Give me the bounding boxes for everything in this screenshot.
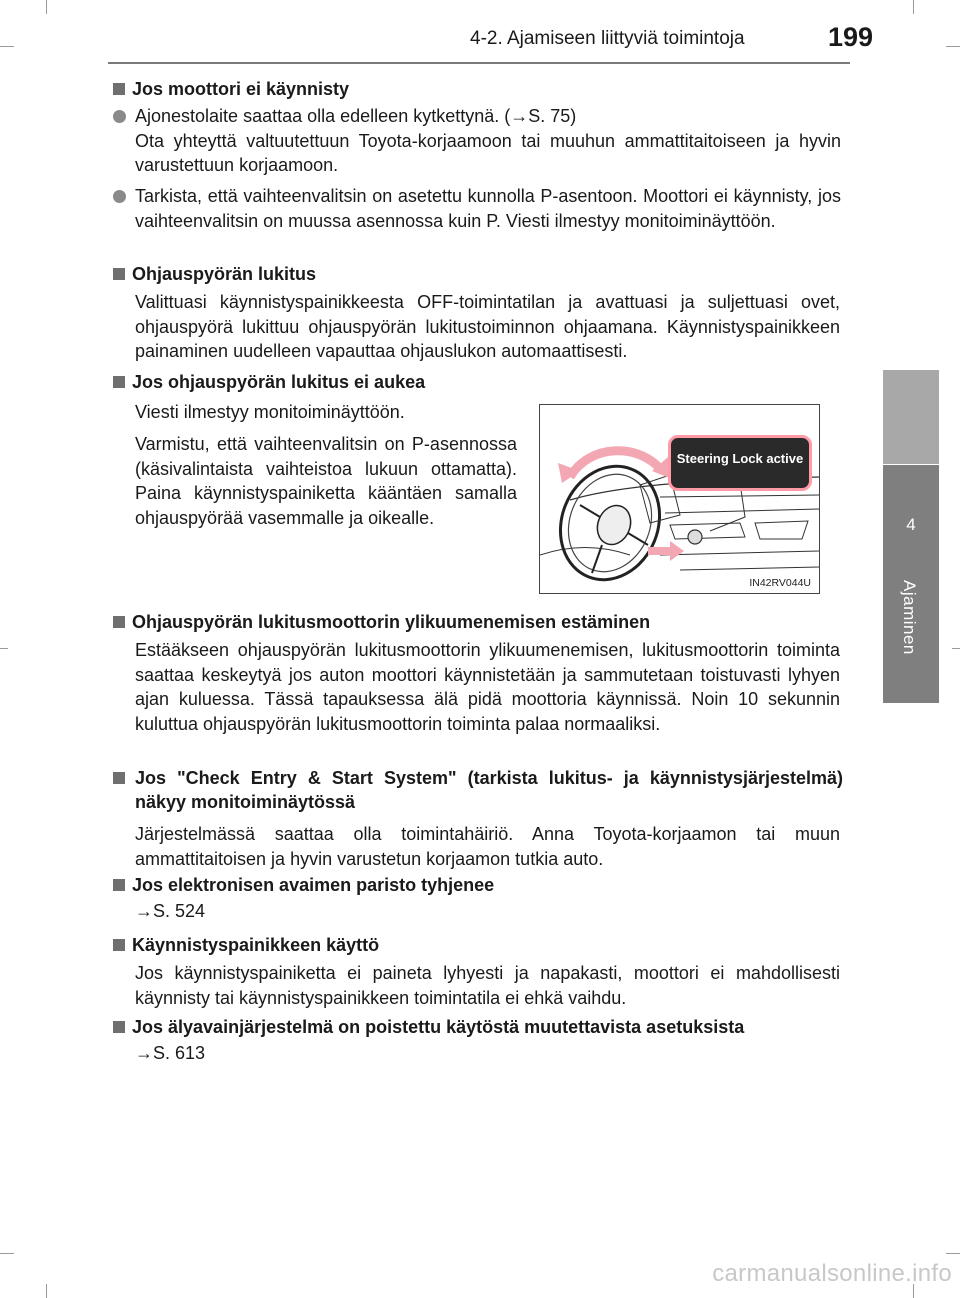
watermark: carmanualsonline.info [712,1260,952,1287]
paragraph: Viesti ilmestyy monitoiminäyttöön. [135,402,405,422]
section-heading [113,766,843,814]
square-bullet-icon [113,772,125,784]
heading-text: Jos "Check Entry & Start System" (tarkista lukitus- ja käynnistysjärjestelmä) näkyy monitoiminäytössä [135,768,843,812]
square-bullet-icon [113,616,125,628]
figure-code: IN42RV044U [749,577,811,589]
crop-mark [46,1284,47,1298]
square-bullet-icon [113,1021,125,1033]
circle-bullet-icon [113,110,126,123]
crop-mark [0,648,8,649]
paragraph: Valittuasi käynnistyspainikkeesta OFF-toimintatilan ja avattuasi ja suljettuasi ovet, ohjauspyörä lukittuu ohjauspyörän lukitustoiminnon ohjaamana. Käynnistyspainikkeen painaminen uudelleen vapauttaa ohjauslukon automaattisesti. [135,292,840,361]
page-reference: →S. 613 [135,1043,206,1063]
crop-mark [0,46,14,47]
crop-mark [946,1253,960,1254]
steering-lock-message-badge [668,435,812,491]
section-heading [113,1015,744,1039]
bullet-item [113,104,841,178]
header-title: 4-2. Ajamiseen liittyviä toimintoja [470,28,745,49]
square-bullet-icon [113,939,125,951]
square-bullet-icon [113,879,125,891]
header-rule [108,62,850,64]
heading-text: Jos ohjauspyörän lukitus ei aukea [132,372,426,392]
paragraph: Varmistu, että vaihteenvalitsin on P-asennossa (käsivalintaista vaihteistoa lukuun ottamatta). Paina käynnistyspainiketta kääntäen samalla ohjauspyörää vasemmalle ja oikealle. [135,434,517,528]
heading-text: Jos elektronisen avaimen paristo tyhjenee [132,875,495,895]
bullet-text: Ajonestolaite saattaa olla edelleen kytkettynä. (→S. 75) [135,106,577,126]
heading-text: Ohjauspyörän lukitus [132,264,317,284]
heading-text: Käynnistyspainikkeen käyttö [132,935,380,955]
section-heading [113,873,494,897]
section-heading [113,370,425,394]
paragraph: Jos käynnistyspainiketta ei paineta lyhyesti ja napakasti, moottori ei mahdollisesti käynnisty tai käynnistyspainikkeen toimintatila ei ehkä vaihdu. [135,963,840,1008]
crop-mark [946,46,960,47]
section-heading [113,610,650,634]
paragraph: Estääkseen ohjauspyörän lukitusmoottorin ylikuumenemisen, lukitusmoottorin toiminta saattaa keskeytyä jos auton moottori käynnistetään ja sammutetaan toistuvasti lyhyen ajan kuluessa. Tässä tapauksessa älä pidä moottoria käynnissä. Noin 10 sekunnin kuluttua ohjauspyörän lukitusmoottorin toiminta palaa normaaliksi. [135,640,840,734]
heading-text: Jos älyavainjärjestelmä on poistettu käytöstä muutettavista asetuksista [132,1017,745,1037]
crop-mark [913,0,914,14]
dashboard-drawing [540,405,819,593]
square-bullet-icon [113,376,125,388]
crop-mark [0,1253,14,1254]
bullet-text: Tarkista, että vaihteenvalitsin on asetettu kunnolla P-asentoon. Moottori ei käynnisty, jos vaihteenvalitsin on muussa asennossa kuin P. Viesti ilmestyy monitoiminäyttöön. [135,186,841,231]
bullet-item [113,184,841,233]
paragraph: Järjestelmässä saattaa olla toimintahäiriö. Anna Toyota-korjaamon tai muun ammattitaitoisen ja hyvin varustetun korjaamon tutkia auto. [135,824,840,869]
heading-text: Ohjauspyörän lukitusmoottorin ylikuumenemisen estäminen [132,612,651,632]
square-bullet-icon [113,268,125,280]
page-number: 199 [828,22,874,52]
section-heading [113,77,349,101]
chapter-number: 4 [906,515,916,534]
circle-bullet-icon [113,190,126,203]
crop-mark [46,0,47,14]
section-heading [113,933,379,957]
steering-lock-illustration [539,404,820,594]
steering-lock-message: Steering Lock active [676,451,804,466]
heading-text: Jos moottori ei käynnisty [132,79,350,99]
side-tab-upper [883,370,939,464]
crop-mark [952,648,960,649]
bullet-text: Ota yhteyttä valtuutettuun Toyota-korjaamoon tai muuhun ammattitaitoiseen ja hyvin varustettuun korjaamoon. [135,130,841,175]
section-heading [113,262,316,286]
chapter-name: Ajaminen [900,580,919,655]
page-reference: →S. 524 [135,901,206,921]
square-bullet-icon [113,83,125,95]
